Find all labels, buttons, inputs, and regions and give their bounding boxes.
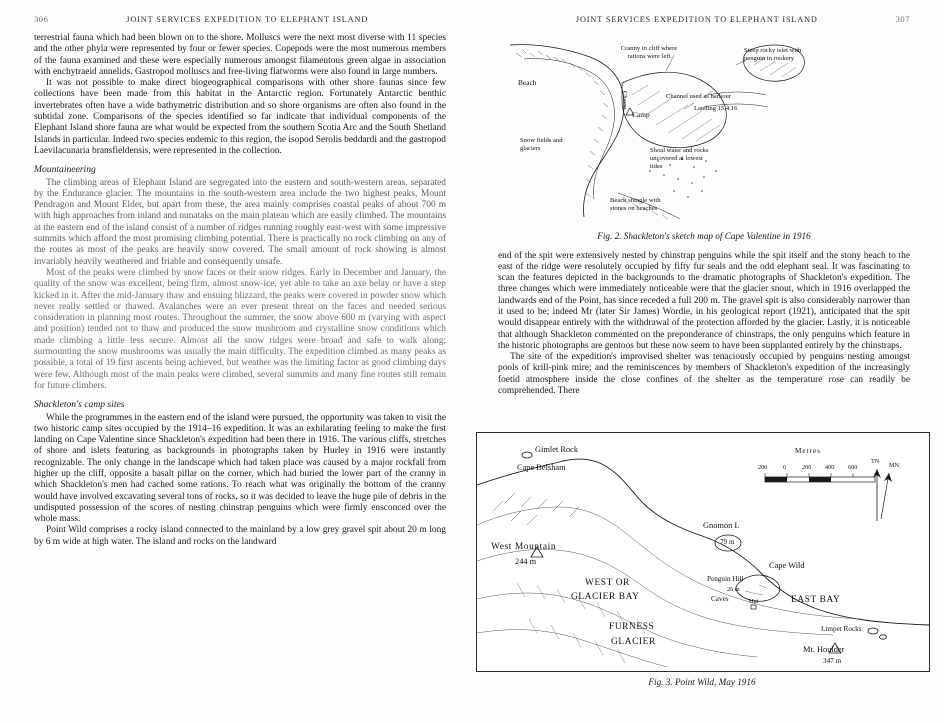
figure-2-label-camp: Camp — [632, 110, 650, 119]
figure-3-label-west-mountain: West Mountain — [491, 542, 557, 552]
figure-3-label-east-bay: EAST BAY — [791, 595, 841, 605]
figure-3-true-north-label: TN — [871, 458, 880, 465]
figure-3-point-wild — [476, 432, 928, 690]
figure-3-label-cape-wild: Cape Wild — [769, 561, 805, 570]
section-heading-mountaineering: Mountaineering — [34, 164, 96, 176]
figure-3-label-furness: FURNESS — [609, 622, 655, 632]
paragraph: Most of the peaks were climbed by snow faces or their snow ridges. Early in December and January, the quality of the snow was excellent, being firm, almost snow-ice, yet able to take an axe belay or have a step kicked in it. After the mid-January thaw and ensuing blizzard, the peaks were covered in powder snow which never really settled or thawed. Avalanches were an ever present threat on the faces and needed serious consideration in planning most routes. Throughout the summer, the snow above 600 m (varying with aspect and position) tended not to thaw and produced the snow mushroom and crystalline snow conditions which made climbing a little less secure. Almost all the snow ridges were broad and safe to walk along; surmounting the snow mushrooms was usually the main difficulty. The expedition climbed as many peaks as possible, a total of 19 first ascents being achieved, but weather was the limiting factor as good climbing days were few. Although most of the main peaks were climbed, several summits and many fine routes still remain for future climbers. — [34, 267, 446, 391]
paragraph: The site of the expedition's improvised shelter was tenaciously occupied by penguins nesting amongst pools of krill-pink mire; and the reminiscences by members of Shackleton's expedition of the increasingly foetid atmosphere inside the close confines of the shelter as the temperature rose can readily be comprehended. There — [498, 352, 910, 397]
paragraph: It was not possible to make direct biogeographical comparisons with other shore faunas since few collections have been made from this habitat in the Antarctic region. Fortunately Antarctic benthic invertebrates often have a wide bathymetric distribution and so shore organisms are often also found in the subtidal zone. Comparisons of the species identified so far indicate that individual components of the Elephant Island shore fauna are what would be expected from the southern Scotia Arc and the South Shetland Islands in particular. Indeed two species endemic to this region, the isopod Serolis beddardi and the gastropod Laevilacunaria bransfieldensis, were represented in the collection. — [34, 78, 446, 156]
figure-3-label-caves: Caves — [711, 595, 729, 603]
figure-3-scale-tick: 400 — [825, 464, 835, 471]
figure-2-label-channel: Channel used as harbour — [666, 93, 732, 100]
figure-2-sketch-map — [498, 33, 910, 229]
running-title-left: JOINT SERVICES EXPEDITION TO ELEPHANT ISLAND — [126, 15, 369, 24]
figure-3-label-penguin-hill: Penguin Hill — [707, 575, 744, 583]
figure-3-label-limpet-rocks: Limpet Rocks — [821, 625, 862, 633]
figure-3-label-penguin-hill-height: 26 m — [727, 586, 740, 593]
figure-3-label-west-or: WEST OR — [585, 578, 630, 588]
figure-2-label-chasm: Chasm — [621, 91, 628, 110]
paragraph: terrestrial fauna which had been blown on to the shore. Molluscs were the next most diverse with 11 species and the other phyla were represented by four or fewer species. Copepods were the most numerous members of the fauna examined and these were especially numerous amongst filamentous green algae in association with enchytraeid annelids. Gastropod molluscs and free-living flatworms were also found in large numbers. — [34, 33, 446, 77]
figure-3-label-glacier-bay: GLACIER BAY — [571, 592, 640, 602]
figure-3-scale-tick: 600 — [848, 464, 858, 471]
paragraph: Point Wild comprises a rocky island connected to the mainland by a low grey gravel spit about 20 m long by 6 m wide at high water. The island and rocks on the landward — [34, 525, 446, 547]
figure-3-label-mt-houlder: Mt. Houlder — [803, 645, 845, 654]
paragraph: While the programmes in the eastern end of the island were pursued, the opportunity was taken to visit the two historic camp sites occupied by the 1914–16 expedition. It was an exhilarating feeling to make the first landing on Cape Valentine since Shackleton's expedition had been there in 1916. The various cliffs, stretches of shore and islets featuring as backgrounds in photographs taken by Hurley in 1916 were instantly recognizable. The only change in the landscape which had taken place was caused by a major rockfall from higher up the cliff, opposite a basalt pillar on the corner, which had buried the lower part of the cranny in which Shackleton's men had cached some rations. To reach what was originally the bottom of the cranny would have involved excavating several tons of rocks, so it was decided to leave the huge pile of debris in the undisputed possession of the scores of nesting chinstrap penguins which were firmly ensconced over the whole mass. — [34, 412, 446, 525]
figure-3-label-west-mountain-height: 244 m — [515, 557, 537, 566]
figure-3-caption: Fig. 3. Point Wild, May 1916 — [648, 677, 756, 687]
running-head-right — [498, 14, 910, 24]
paragraph: The climbing areas of Elephant Island are segregated into the eastern and south-western areas, separated by the Endurance glacier. The mountains in the south-western area include the two highest peaks, Mount Pendragon and Mount Elder, but apart from these, the area mainly comprises coastal peaks of about 700 m with high approaches from inland and nunataks on the main plateau which are easily climbed. The mountains at the eastern end of the island consist of a number of ridges running roughly east-west with some impressive summits which afford the most promising climbing potential. There is practically no rock climbing on any of the routes as most of the peaks are heavily snow covered. The small amount of rock showing is almost invariably heavily weathered and friable and consequently unsafe. — [34, 177, 446, 267]
paragraph: end of the spit were extensively nested by chinstrap penguins while the spit itself and the stony beach to the east of the ridge were resolutely occupied by fifty fur seals and the odd elephant seal. It was fascinating to scan the features depicted in the backgrounds to the dramatic photographs of Shackleton's expedition. The three changes which were immediately noticeable were that the glacier snout, which in 1916 overlapped the landwards end of the Point, has since receded a full 200 m. The gravel spit is also considerably narrower than it used to be; indeed Mr (later Sir James) Wordie, in his geological report (1921), anticipated that the spit would disappear entirely with the withdrawal of the protection afforded by the glacier. Lastly, it is noticeable that although Shackleton commented on the preponderance of chinstraps, the only penguins which feature in the historic photographs are gentoos but these now seem to have been supplanted entirely by the chinstraps. — [498, 250, 910, 351]
figure-3-scale-tick: 0 — [783, 464, 787, 471]
figure-2-label-beach-shingle: Beach shingle with stones on beaches — [610, 197, 661, 212]
figure-3-label-gnomon-height: 79 m — [720, 538, 735, 546]
figure-2-label-beach: Beach — [518, 78, 537, 87]
figure-2-caption: Fig. 2. Shackleton's sketch map of Cape Valentine in 1916 — [597, 231, 811, 241]
folio-left: 306 — [34, 14, 49, 24]
figure-3-label-glacier: GLACIER — [611, 637, 656, 647]
figure-3-scale-tick: 200 — [758, 464, 768, 471]
figure-3-scale-tick: 200 — [802, 464, 812, 471]
figure-3-label-hut: Hut — [749, 598, 759, 605]
figure-3-scale-title: Metres — [795, 447, 821, 455]
figure-2-label-islet: Steep rocky islet with penguin in rookery — [744, 47, 802, 62]
section-heading-camp-sites: Shackleton's camp sites — [34, 399, 125, 411]
running-title-right: JOINT SERVICES EXPEDITION TO ELEPHANT ISLAND — [575, 15, 818, 24]
figure-3-magnetic-north-label: MN — [889, 462, 899, 469]
figure-3-label-gimlet-rock: Gimlet Rock — [535, 445, 579, 454]
figure-2-drawing — [498, 33, 910, 229]
folio-right: 307 — [895, 14, 910, 24]
running-head-left — [34, 14, 446, 24]
figure-3-label-cape-belsham: Cape Belsham — [517, 463, 566, 472]
figure-2-label-landing: Landing 15.4.16 — [694, 105, 738, 112]
figure-3-label-gnomon-island: Gnomon I. — [703, 521, 740, 530]
figure-2-label-snowfields: Snow fields and glaciers — [520, 137, 563, 152]
figure-3-label-mt-houlder-height: 347 m — [823, 657, 842, 665]
figure-3-frame — [476, 432, 930, 672]
figure-2-label-cranny: Cranny in cliff where rations were left — [620, 45, 678, 60]
figure-2-label-shoal-water: Shoal water and rocks uncovered at lowest tides — [650, 147, 709, 170]
